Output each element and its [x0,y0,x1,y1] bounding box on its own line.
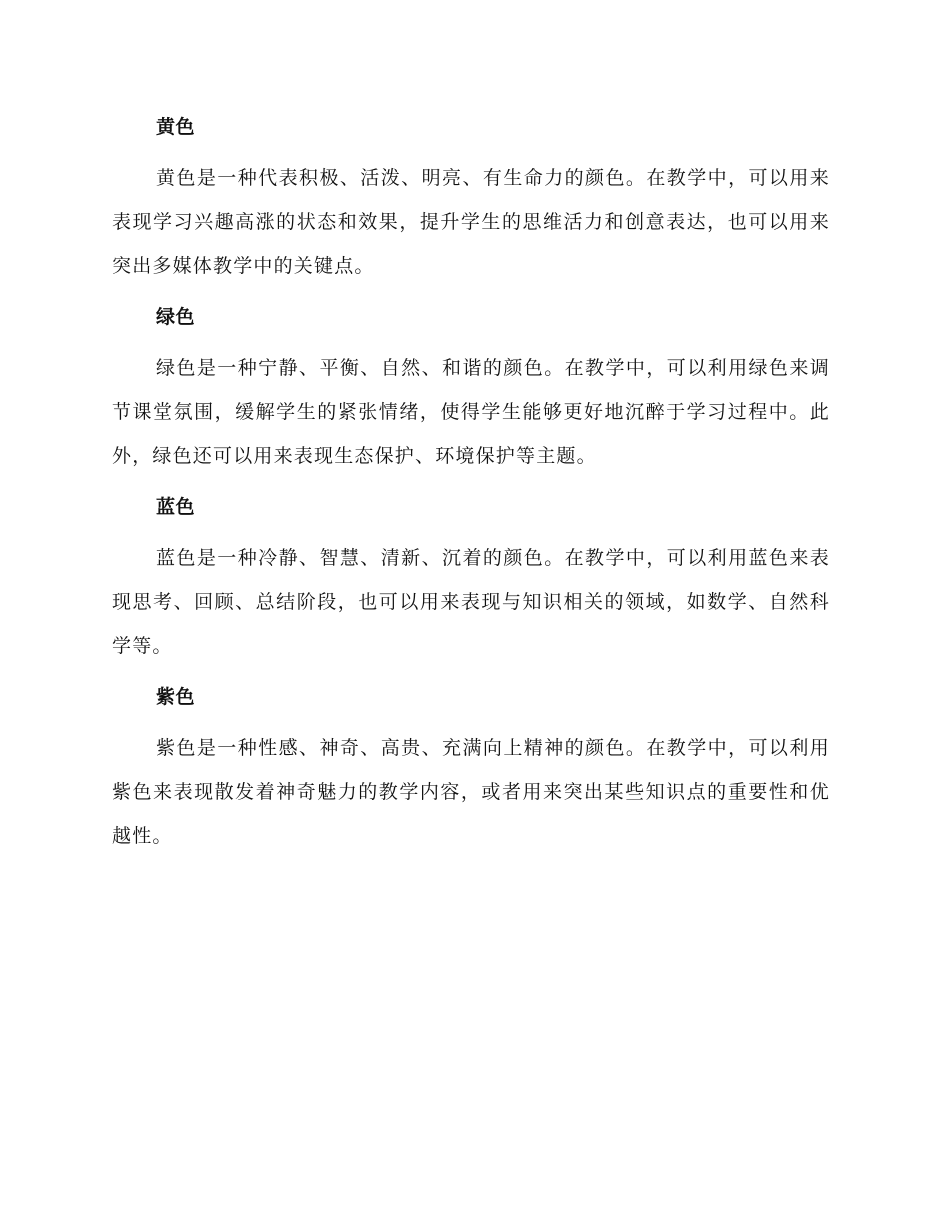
section-heading: 紫色 [156,686,196,708]
section-heading: 蓝色 [156,496,196,518]
section-heading: 绿色 [156,306,196,328]
section-blue [112,492,830,668]
section-paragraph: 黄色是一种代表积极、活泼、明亮、有生命力的颜色。在教学中，可以用来表现学习兴趣高涨的状态和效果，提升学生的思维活力和创意表达，也可以用来突出多媒体教学中的关键点。 [112,167,830,277]
section-green [112,302,830,478]
section-paragraph: 紫色是一种性感、神奇、高贵、充满向上精神的颜色。在教学中，可以利用紫色来表现散发着神奇魅力的教学内容，或者用来突出某些知识点的重要性和优越性。 [112,737,830,847]
section-paragraph: 蓝色是一种冷静、智慧、清新、沉着的颜色。在教学中，可以利用蓝色来表现思考、回顾、总结阶段，也可以用来表现与知识相关的领域，如数学、自然科学等。 [112,547,830,657]
document-body [112,112,830,872]
section-yellow [112,112,830,288]
section-purple [112,682,830,858]
section-heading: 黄色 [156,116,196,138]
section-paragraph: 绿色是一种宁静、平衡、自然、和谐的颜色。在教学中，可以利用绿色来调节课堂氛围，缓解学生的紧张情绪，使得学生能够更好地沉醉于学习过程中。此外，绿色还可以用来表现生态保护、环境保护等主题。 [112,357,830,467]
